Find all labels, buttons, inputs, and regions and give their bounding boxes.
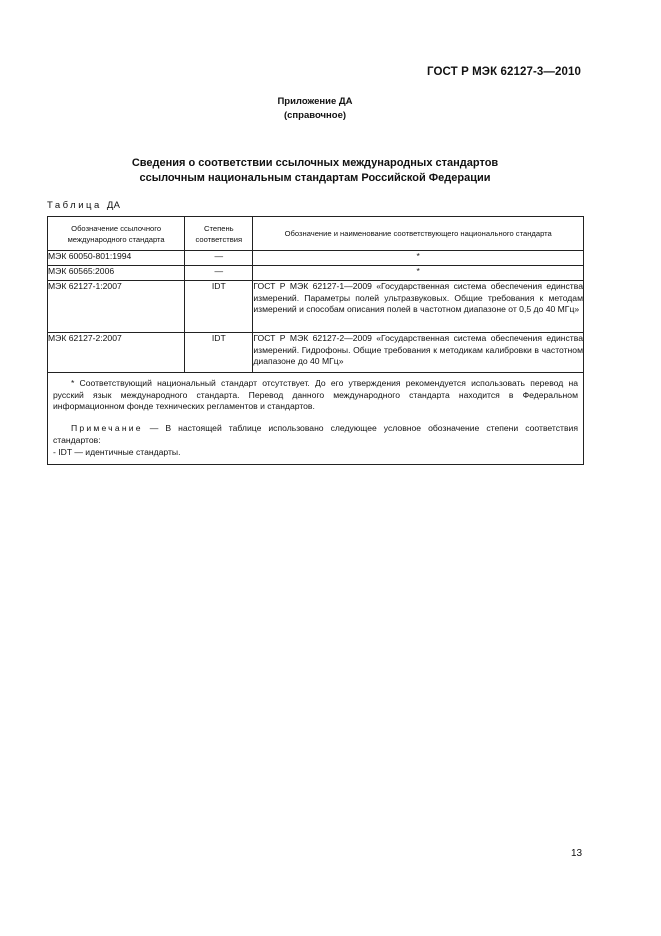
cell-standard: МЭК 60050-801:1994	[48, 251, 185, 266]
column-header-national: Обозначение и наименование соответствующего национального стандарта	[253, 217, 584, 251]
column-header-international: Обозначение ссылочного международного стандарта	[48, 217, 185, 251]
heading-line-2: ссылочным национальным стандартам Российской Федерации	[139, 172, 491, 184]
footnote-text: * Соответствующий национальный стандарт отсутствует. До его утверждения рекомендуется использовать перевод на русский язык международного стандарта. Перевод данного международного стандарта находится в Федеральном информационном фонде технических регламентов и стандартов.	[53, 378, 578, 412]
note-text: — В настоящей таблице использовано следующее условное обозначение степени соответствия стандартов:	[53, 423, 578, 445]
cell-national: ГОСТ Р МЭК 62127-2—2009 «Государственная система обеспечения единства измерений. Гидрофоны. Общие требования к методикам калибровки в частотном диапазоне до 40 МГц»	[253, 333, 584, 373]
table-caption-prefix: Таблица	[47, 200, 102, 211]
note-paragraph	[53, 423, 578, 446]
table-footnote-cell	[48, 373, 584, 465]
cell-national: ГОСТ Р МЭК 62127-1—2009 «Государственная система обеспечения единства измерений. Параметры полей ультразвуковых. Общие требования к методам измерений и способам описания полей в частотном диапазоне от 0,5 до 40 МГц»	[253, 281, 584, 333]
table-row	[48, 251, 584, 266]
cell-standard: МЭК 60565:2006	[48, 266, 185, 281]
correspondence-table	[47, 216, 584, 465]
column-header-degree: Степень соответствия	[185, 217, 253, 251]
table-row	[48, 281, 584, 333]
cell-standard: МЭК 62127-1:2007	[48, 281, 185, 333]
note-label: Примечание	[71, 423, 143, 434]
appendix-title: Приложение ДА	[277, 96, 353, 107]
cell-standard: МЭК 62127-2:2007	[48, 333, 185, 373]
cell-national: *	[253, 251, 584, 266]
table-row	[48, 333, 584, 373]
table-footer-row	[48, 373, 584, 465]
appendix-block	[0, 95, 630, 123]
appendix-subtitle: (справочное)	[283, 110, 347, 121]
table-caption	[47, 200, 120, 211]
table-caption-number: ДА	[106, 200, 121, 211]
cell-degree: —	[185, 266, 253, 281]
cell-degree: —	[185, 251, 253, 266]
page-number: 13	[571, 848, 583, 859]
table-row	[48, 266, 584, 281]
heading-line-1: Сведения о соответствии ссылочных международных стандартов	[131, 157, 499, 169]
table-header-row	[48, 217, 584, 251]
cell-degree: IDT	[185, 281, 253, 333]
section-heading	[0, 156, 630, 186]
cell-degree: IDT	[185, 333, 253, 373]
note-item: - IDT — идентичные стандарты.	[53, 446, 181, 457]
cell-national: *	[253, 266, 584, 281]
document-code: ГОСТ Р МЭК 62127-3—2010	[427, 66, 581, 78]
